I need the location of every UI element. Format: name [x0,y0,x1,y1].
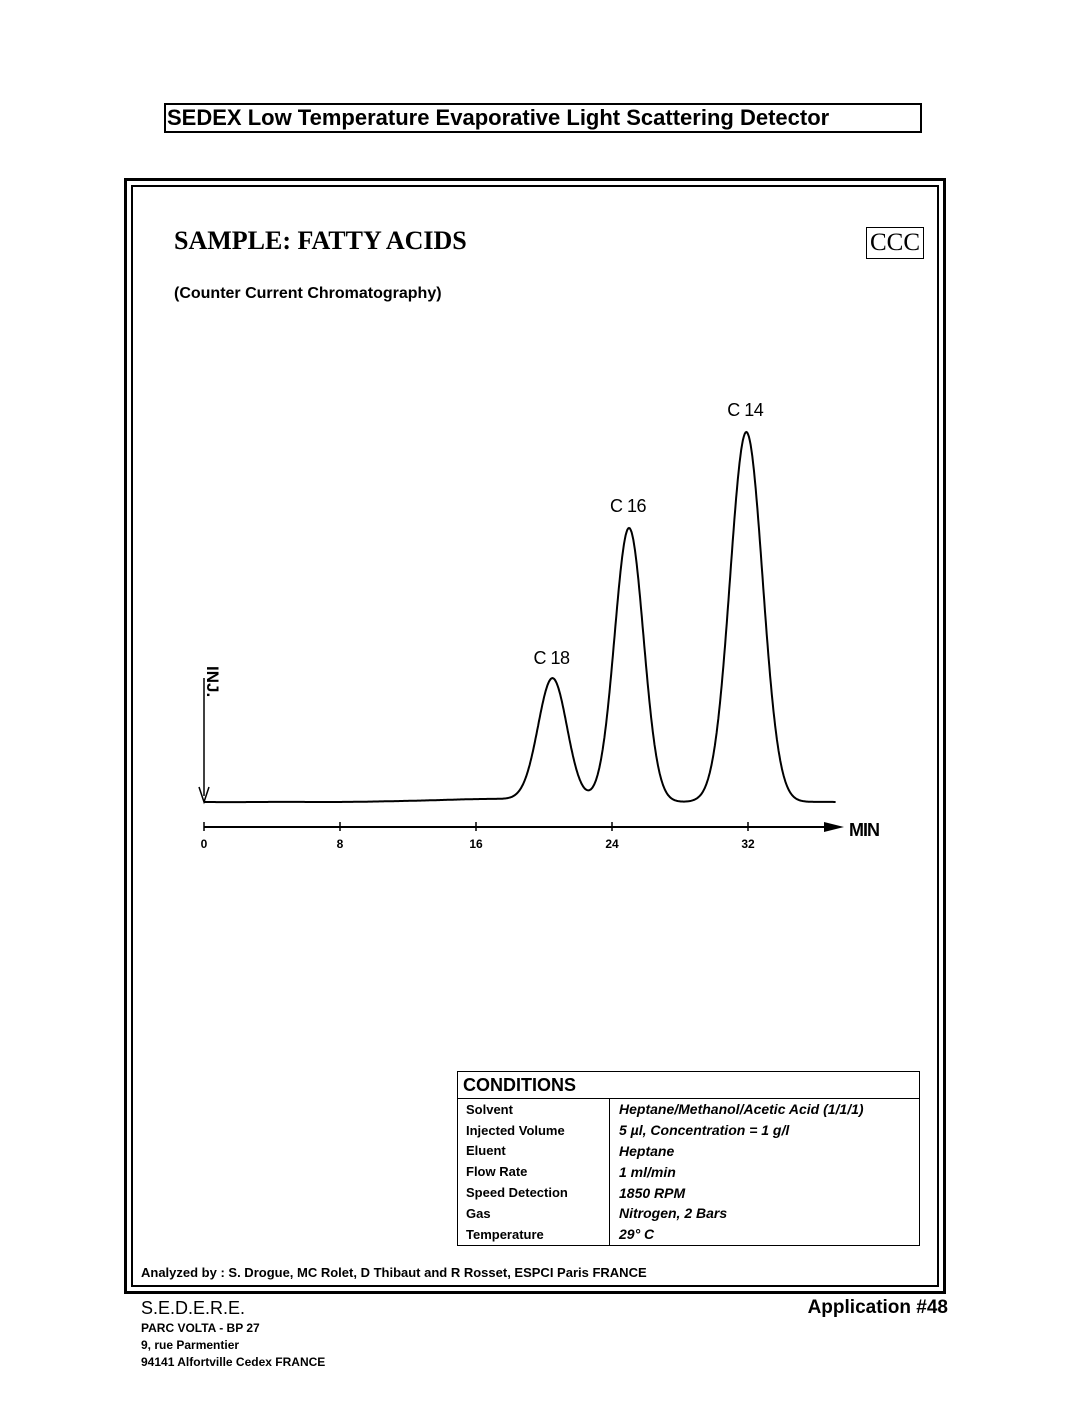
condition-value: Heptane/Methanol/Acetic Acid (1/1/1) [610,1099,920,1120]
application-number: Application #48 [807,1297,948,1318]
conditions-row [458,1120,919,1141]
x-tick-label: 0 [200,837,208,851]
conditions-row [458,1141,919,1162]
condition-value: 5 µl, Concentration = 1 g/l [610,1120,920,1141]
address-line: PARC VOLTA - BP 27 [141,1321,260,1335]
condition-parameter: Speed Detection [466,1185,568,1201]
condition-parameter: Gas [466,1205,491,1221]
address-line: 94141 Alfortville Cedex FRANCE [141,1355,326,1369]
condition-value: 29° C [610,1224,920,1245]
conditions-row [458,1161,919,1182]
technique-badge: CCC [866,227,924,259]
x-axis-label: MIN [849,820,879,840]
conditions-row [458,1224,919,1245]
sample-subtitle: (Counter Current Chromatography) [174,285,442,302]
conditions-row [458,1182,919,1203]
condition-parameter: Injected Volume [466,1122,565,1138]
condition-value: Heptane [610,1141,920,1162]
condition-value: Nitrogen, 2 Bars [610,1203,920,1224]
company-name: S.E.D.E.R.E. [141,1298,246,1318]
analyzed-by: Analyzed by : S. Drogue, MC Rolet, D Thibaut and R Rosset, ESPCI Paris FRANCE [141,1265,647,1280]
axis-arrow-icon [824,822,844,832]
injection-label: INJ. [203,666,222,698]
conditions-table [457,1071,920,1246]
x-tick-label: 8 [336,837,344,851]
address-line: 9, rue Parmentier [141,1338,240,1352]
peak-label: C 16 [609,496,647,517]
conditions-rows [458,1099,919,1245]
x-tick-label: 32 [741,837,755,851]
conditions-row [458,1099,919,1120]
peak-label: C 18 [533,647,570,668]
condition-parameter: Solvent [466,1101,513,1117]
conditions-heading: CONDITIONS [458,1072,919,1099]
sample-title: SAMPLE: FATTY ACIDS [174,226,467,255]
document-title: SEDEX Low Temperature Evaporative Light Scattering Detector [164,103,922,133]
condition-parameter: Eluent [466,1143,506,1159]
x-tick-label: 16 [469,837,483,851]
x-tick-label: 24 [605,837,619,851]
condition-value: 1850 RPM [610,1182,920,1203]
condition-parameter: Flow Rate [466,1164,528,1180]
condition-parameter: Temperature [466,1226,544,1242]
signal-trace [204,432,836,802]
peak-label: C 14 [727,400,764,420]
condition-value: 1 ml/min [610,1161,920,1182]
conditions-row [458,1203,919,1224]
